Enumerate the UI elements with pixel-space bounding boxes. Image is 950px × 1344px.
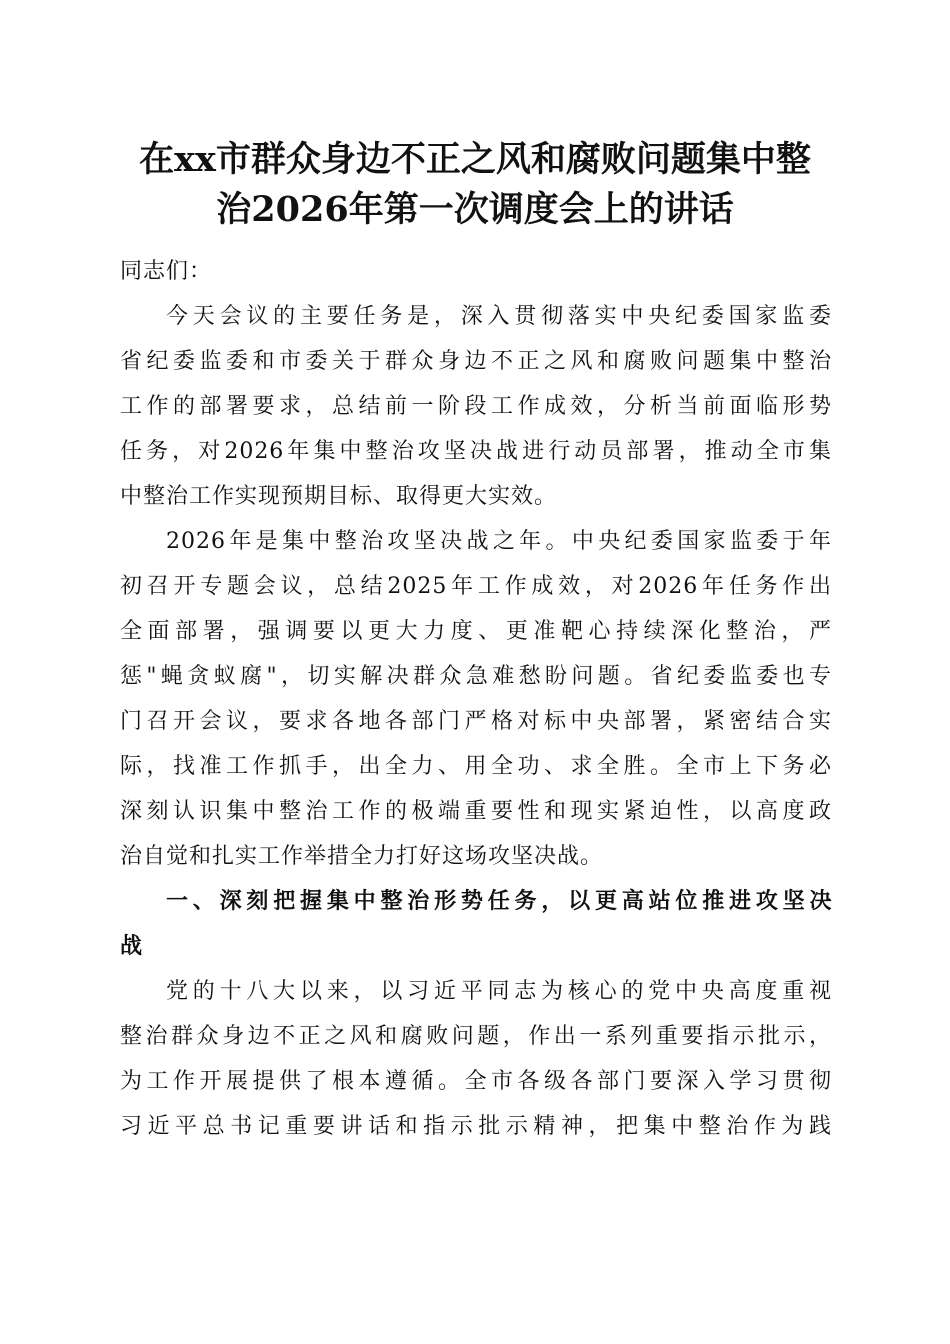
paragraph-line: 全面部署，强调要以更大力度、更准靶心持续深化整治，严 <box>120 619 832 644</box>
paragraph-1 <box>120 294 832 519</box>
paragraph-line: 任务，对2026年集中整治攻坚决战进行动员部署，推动全市集 <box>120 439 832 464</box>
document-body <box>120 249 832 1149</box>
salutation: 同志们： <box>120 259 213 284</box>
heading-line: 一、深刻把握集中整治形势任务，以更高站位推进攻坚决 <box>166 889 832 914</box>
paragraph-line: 为工作开展提供了根本遵循。全市各级各部门要深入学习贯彻 <box>120 1069 832 1094</box>
paragraph-line: 工作的部署要求，总结前一阶段工作成效，分析当前面临形势 <box>120 394 832 419</box>
paragraph-line: 整治群众身边不正之风和腐败问题，作出一系列重要指示批示， <box>120 1024 832 1049</box>
paragraph-line: 今天会议的主要任务是，深入贯彻落实中央纪委国家监委 <box>166 304 832 329</box>
paragraph-line: 惩"蝇贪蚁腐"，切实解决群众急难愁盼问题。省纪委监委也专 <box>120 664 832 689</box>
title-line-2: 治2026年第一次调度会上的讲话 <box>216 189 734 230</box>
paragraph-3 <box>120 969 832 1149</box>
document-title <box>100 135 850 235</box>
paragraph-2 <box>120 519 832 879</box>
section-heading-1 <box>120 879 832 969</box>
paragraph-line: 省纪委监委和市委关于群众身边不正之风和腐败问题集中整治 <box>120 349 832 374</box>
paragraph-line: 习近平总书记重要讲话和指示批示精神，把集中整治作为践 <box>120 1114 832 1139</box>
paragraph-line: 2026年是集中整治攻坚决战之年。中央纪委国家监委于年 <box>166 529 832 554</box>
paragraph-line: 治自觉和扎实工作举措全力打好这场攻坚决战。 <box>120 844 604 869</box>
paragraph-line: 际，找准工作抓手，出全力、用全功、求全胜。全市上下务必 <box>120 754 832 779</box>
paragraph-line: 门召开会议，要求各地各部门严格对标中央部署，紧密结合实 <box>120 709 832 734</box>
heading-line: 战 <box>120 934 143 959</box>
paragraph-line: 党的十八大以来，以习近平同志为核心的党中央高度重视 <box>166 979 832 1004</box>
title-line-1: 在xx市群众身边不正之风和腐败问题集中整 <box>139 139 811 180</box>
paragraph-line: 深刻认识集中整治工作的极端重要性和现实紧迫性，以高度政 <box>120 799 832 824</box>
paragraph-line: 中整治工作实现预期目标、取得更大实效。 <box>120 484 558 509</box>
paragraph-line: 初召开专题会议，总结2025年工作成效，对2026年任务作出 <box>120 574 832 599</box>
